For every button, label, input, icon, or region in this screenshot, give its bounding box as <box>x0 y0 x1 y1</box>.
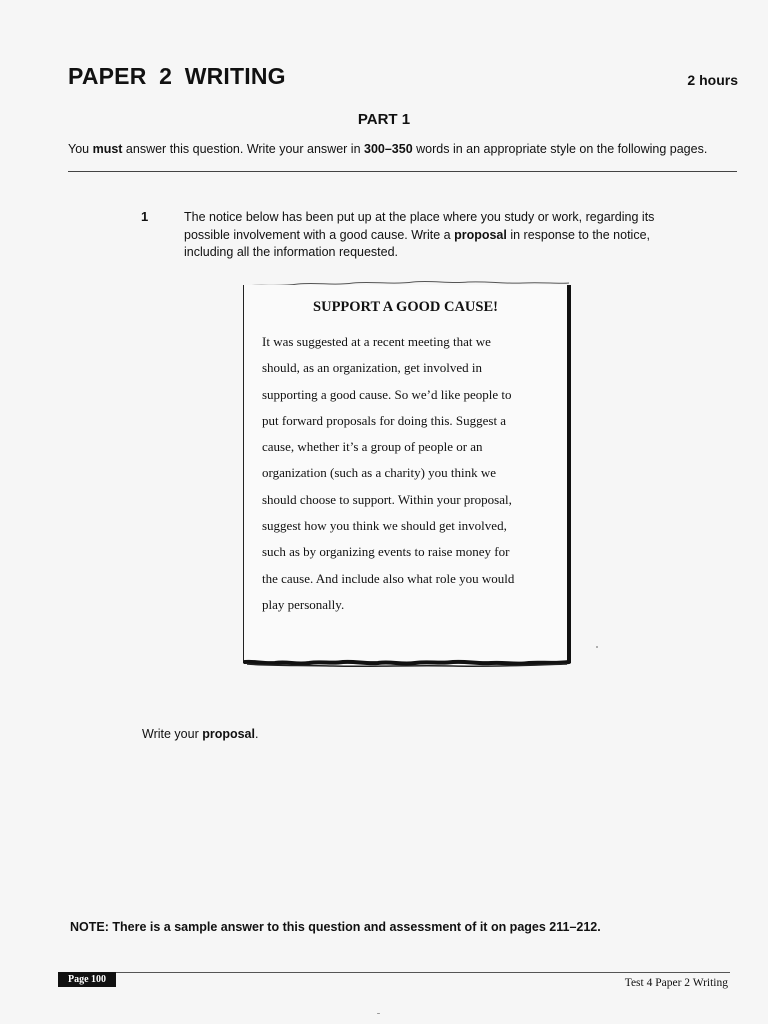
instruction-text <box>68 142 707 156</box>
notice-line: suggest how you think we should get involved, <box>262 518 507 534</box>
notice-torn-bottom-edge <box>243 655 572 671</box>
sample-answer-note: NOTE: There is a sample answer to this question and assessment of it on pages 211–212. <box>70 920 601 934</box>
notice-line: play personally. <box>262 596 345 612</box>
question-line-2-post: in response to the notice, <box>506 227 651 242</box>
footer-divider <box>58 972 730 973</box>
notice-card <box>243 285 571 663</box>
write-prompt-post: . <box>255 727 259 741</box>
instruction-emphasis-must: must <box>92 142 123 156</box>
notice-line: cause, whether it’s a group of people or an <box>262 439 483 455</box>
write-prompt-task: proposal <box>202 727 255 741</box>
notice-line: such as by organizing events to raise money for <box>262 544 510 560</box>
question-number: 1 <box>141 209 149 224</box>
footer-section-label: Test 4 Paper 2 Writing <box>624 977 728 989</box>
instruction-post: words in an appropriate style on the following pages. <box>412 142 708 156</box>
section-divider <box>68 171 737 172</box>
notice-line: the cause. And include also what role you would <box>262 570 515 586</box>
notice-body <box>262 329 562 618</box>
duration-label: 2 hours <box>687 72 738 88</box>
notice-line: supporting a good cause. So we’d like people to <box>262 386 512 402</box>
instruction-pre: You <box>68 142 93 156</box>
question-line-3: including all the information requested. <box>184 245 399 259</box>
question-line-2-pre: possible involvement with a good cause. Write a <box>184 227 455 242</box>
notice-line: put forward proposals for doing this. Suggest a <box>262 412 507 428</box>
notice-title: SUPPORT A GOOD CAUSE! <box>313 299 498 315</box>
instruction-mid: answer this question. Write your answer in <box>122 142 364 156</box>
question-task-type: proposal <box>454 227 507 242</box>
scan-speck <box>596 646 598 648</box>
question-line-1: The notice below has been put up at the place where you study or work, regarding its <box>184 210 655 224</box>
notice-line: organization (such as a charity) you think we <box>262 465 497 481</box>
question-text <box>184 209 684 262</box>
notice-line: should choose to support. Within your proposal, <box>262 491 512 507</box>
question-line-2 <box>184 227 684 245</box>
part-heading: PART 1 <box>357 111 411 128</box>
instruction-word-range: 300–350 <box>364 142 413 156</box>
paper-title: PAPER 2 WRITING <box>68 63 286 89</box>
write-prompt <box>142 727 258 741</box>
scan-speck <box>377 1013 380 1014</box>
page-number-badge: Page 100 <box>58 972 116 987</box>
write-prompt-pre: Write your <box>142 727 203 741</box>
notice-line: It was suggested at a recent meeting that we <box>262 334 491 349</box>
notice-line: should, as an organization, get involved in <box>262 360 482 376</box>
